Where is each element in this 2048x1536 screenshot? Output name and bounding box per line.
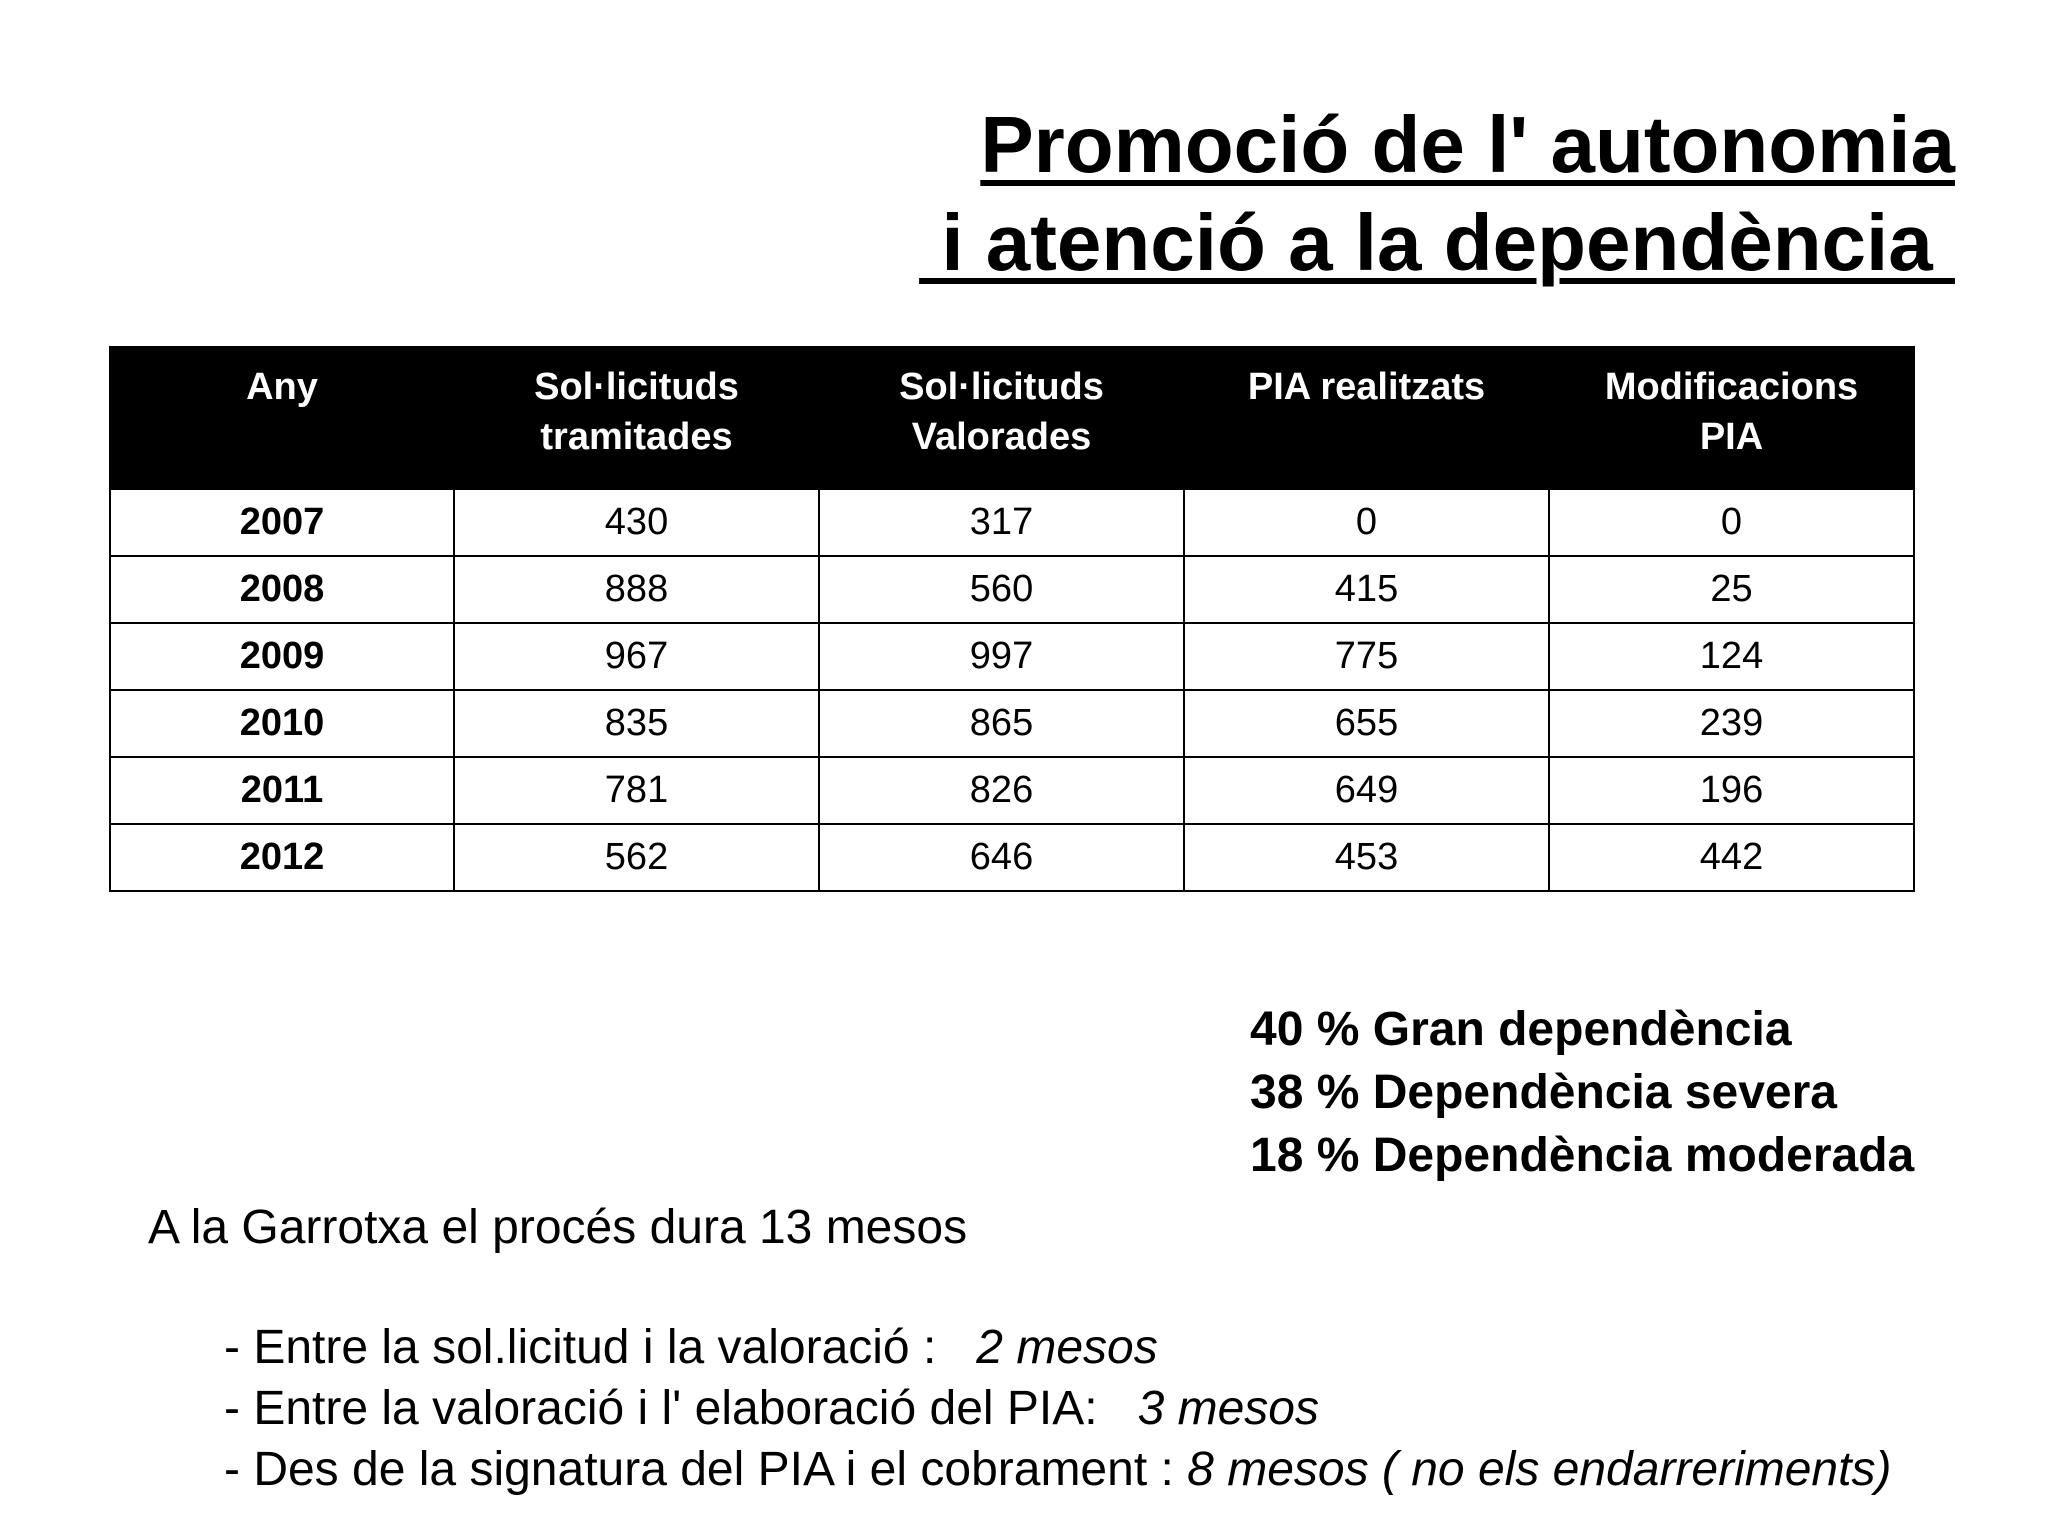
- table-row: [110, 489, 1914, 556]
- table-row: [110, 556, 1914, 623]
- process-steps: [224, 1317, 1891, 1500]
- table-row: [110, 757, 1914, 824]
- summary-line: 40 % Gran dependència: [1250, 1003, 1792, 1056]
- cell-modificacions: 0: [1549, 489, 1914, 556]
- step-label: - Des de la signatura del PIA i el cobrament :: [224, 1443, 1188, 1496]
- cell-modificacions: 196: [1549, 757, 1914, 824]
- table-row: [110, 690, 1914, 757]
- table-row: [110, 824, 1914, 891]
- dependency-data-table: [109, 346, 1915, 892]
- cell-modificacions: 239: [1549, 690, 1914, 757]
- cell-any: 2011: [110, 757, 454, 824]
- title-line-1: Promoció de l' autonomia: [980, 100, 1955, 189]
- cell-tramitades: 835: [454, 690, 819, 757]
- dependency-summary: [1250, 998, 1914, 1187]
- cell-valorades: 560: [819, 556, 1184, 623]
- step-duration: 8 mesos ( no els endarreriments): [1187, 1443, 1892, 1496]
- cell-modificacions: 442: [1549, 824, 1914, 891]
- cell-any: 2010: [110, 690, 454, 757]
- cell-valorades: 997: [819, 623, 1184, 690]
- table-header-row: [110, 347, 1914, 489]
- cell-pia: 415: [1184, 556, 1549, 623]
- summary-line: 18 % Dependència moderada: [1250, 1129, 1915, 1182]
- cell-valorades: 826: [819, 757, 1184, 824]
- cell-valorades: 317: [819, 489, 1184, 556]
- summary-line: 38 % Dependència severa: [1250, 1066, 1837, 1119]
- cell-any: 2008: [110, 556, 454, 623]
- process-step: [224, 1439, 1891, 1500]
- cell-tramitades: 430: [454, 489, 819, 556]
- header-modificacions: Modificacions PIA: [1549, 347, 1914, 489]
- cell-pia: 649: [1184, 757, 1549, 824]
- step-label: - Entre la valoració i l' elaboració del PIA:: [224, 1382, 1138, 1435]
- cell-modificacions: 124: [1549, 623, 1914, 690]
- header-tramitades: Sol·licituds tramitades: [454, 347, 819, 489]
- header-pia: PIA realitzats: [1184, 347, 1549, 489]
- title-line-2: i atenció a la dependència: [919, 198, 1955, 287]
- header-valorades: Sol·licituds Valorades: [819, 347, 1184, 489]
- cell-pia: 453: [1184, 824, 1549, 891]
- process-step: [224, 1317, 1891, 1378]
- cell-pia: 775: [1184, 623, 1549, 690]
- step-label: - Entre la sol.licitud i la valoració :: [224, 1321, 977, 1374]
- cell-tramitades: 967: [454, 623, 819, 690]
- cell-pia: 0: [1184, 489, 1549, 556]
- process-step: [224, 1378, 1891, 1439]
- cell-valorades: 865: [819, 690, 1184, 757]
- process-intro: A la Garrotxa el procés dura 13 mesos: [148, 1201, 968, 1254]
- page-title: [919, 96, 1955, 292]
- cell-any: 2009: [110, 623, 454, 690]
- step-duration: 3 mesos: [1137, 1382, 1319, 1435]
- cell-tramitades: 888: [454, 556, 819, 623]
- cell-tramitades: 562: [454, 824, 819, 891]
- cell-tramitades: 781: [454, 757, 819, 824]
- cell-modificacions: 25: [1549, 556, 1914, 623]
- cell-any: 2012: [110, 824, 454, 891]
- cell-any: 2007: [110, 489, 454, 556]
- step-duration: 2 mesos: [976, 1321, 1158, 1374]
- table-row: [110, 623, 1914, 690]
- cell-pia: 655: [1184, 690, 1549, 757]
- cell-valorades: 646: [819, 824, 1184, 891]
- header-any: Any: [110, 347, 454, 489]
